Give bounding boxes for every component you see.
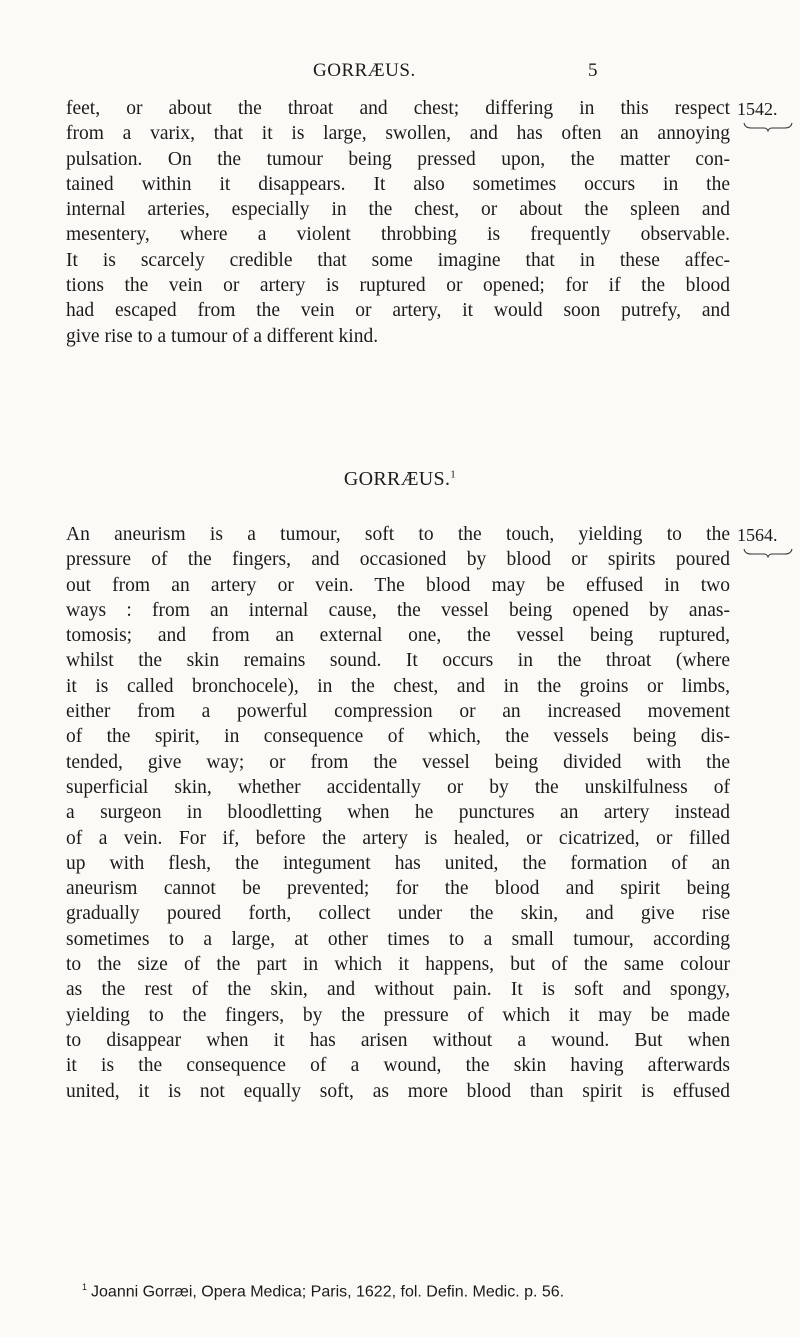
section-heading [0,468,800,491]
text-line: internal arteries, especially in the chest, or about the spleen and [66,199,730,221]
page-number: 5 [588,60,598,81]
text-line: united, it is not equally soft, as more blood than spirit is effused [66,1080,730,1102]
text-line: mesentery, where a violent throbbing is frequently observable. [66,224,730,246]
margin-brace [743,548,793,558]
text-line: It is scarcely credible that some imagine that in these affec- [66,249,730,271]
text-line: ways : from an internal cause, the vessel being opened by anas- [66,599,730,621]
text-line: sometimes to a large, at other times to a small tumour, according [66,928,730,950]
text-line: gradually poured forth, collect under the skin, and give rise [66,903,730,925]
text-line: of the spirit, in consequence of which, the vessels being dis- [66,726,730,748]
text-line: pressure of the fingers, and occasioned by blood or spirits poured [66,549,730,571]
footnote [82,1282,722,1301]
section-title: GORRÆUS. [343,468,451,490]
text-line: yielding to the fingers, by the pressure of which it may be made [66,1004,730,1026]
text-line: whilst the skin remains sound. It occurs in the throat (where [66,650,730,672]
text-line: a surgeon in bloodletting when he punctures an artery instead [66,802,730,824]
text-line: tomosis; and from an external one, the vessel being ruptured, [66,625,730,647]
footnote-reference: 1 [450,468,457,481]
text-line: as the rest of the skin, and without pain. It is soft and spongy, [66,979,730,1001]
running-title: GORRÆUS. [313,60,416,81]
margin-brace [743,122,793,132]
text-line: of a vein. For if, before the artery is healed, or cicatrized, or filled [66,827,730,849]
text-line: from a varix, that it is large, swollen, and has often an annoying [66,123,730,145]
text-line: An aneurism is a tumour, soft to the touch, yielding to the [66,524,730,545]
text-line: it is called bronchocele), in the chest, and in the groins or limbs, [66,675,730,697]
margin-date: 1542. [737,99,778,119]
text-line: give rise to a tumour of a different kind. [66,325,379,347]
footnote-marker: 1 [82,1282,88,1292]
text-line: tions the vein or artery is ruptured or opened; for if the blood [66,275,730,297]
footnote-text: Joanni Gorræi, Opera Medica; Paris, 1622, fol. Defin. Medic. p. 56. [91,1283,565,1301]
text-line: up with flesh, the integument has united, the formation of an [66,852,730,874]
text-line: either from a powerful compression or an increased movement [66,701,730,723]
text-line: to the size of the part in which it happens, but of the same colour [66,954,730,976]
text-line: pulsation. On the tumour being pressed upon, the matter con- [66,148,730,170]
text-line: tained within it disappears. It also sometimes occurs in the [66,173,730,195]
paragraph [66,96,730,349]
text-line: superficial skin, whether accidentally or by the unskilfulness of [66,776,730,798]
text-line: had escaped from the vein or artery, it would soon putrefy, and [66,300,730,322]
text-line: aneurism cannot be prevented; for the blood and spirit being [66,878,730,900]
text-line: feet, or about the throat and chest; differing in this respect [66,98,730,119]
paragraph [66,522,730,1104]
text-line: it is the consequence of a wound, the skin having afterwards [66,1055,730,1077]
margin-date: 1564. [737,525,778,545]
text-line: to disappear when it has arisen without a wound. But when [66,1029,730,1051]
text-line: out from an artery or vein. The blood may be effused in two [66,574,730,596]
text-line: tended, give way; or from the vessel being divided with the [66,751,730,773]
